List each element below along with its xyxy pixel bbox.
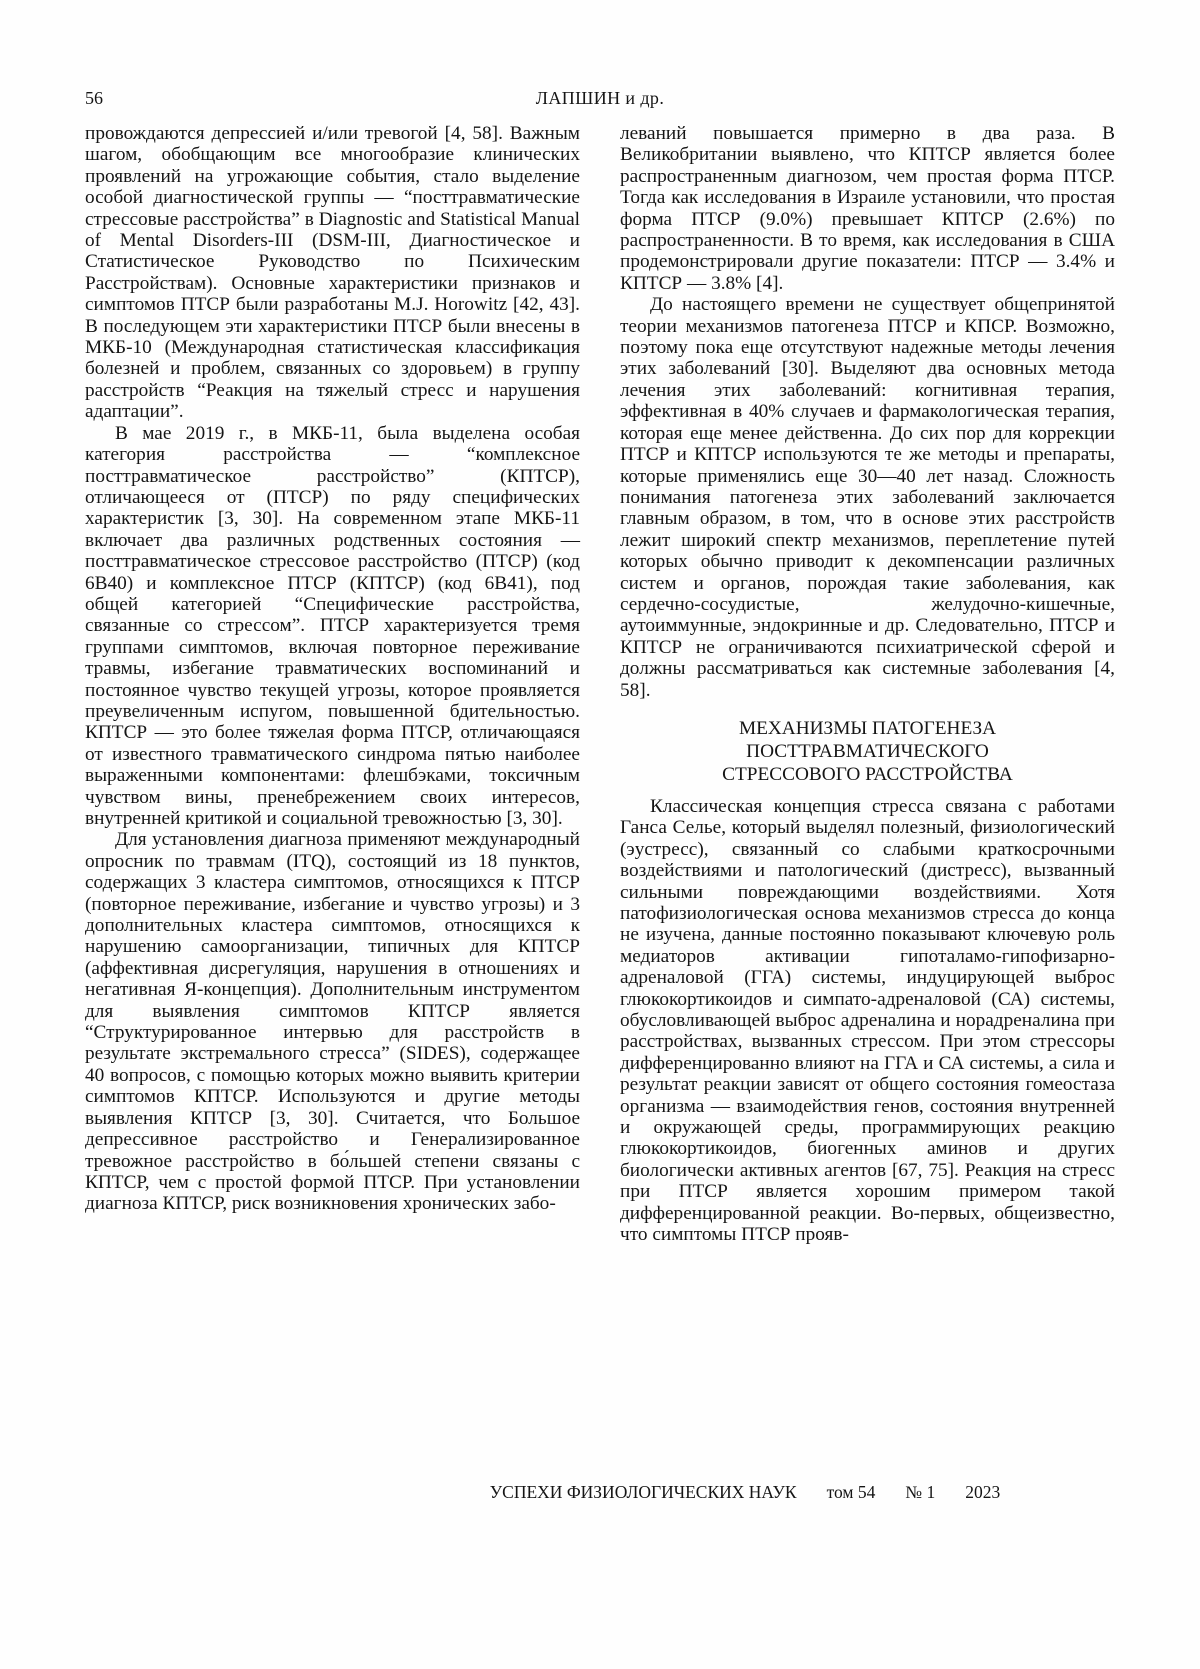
- paragraph: В мае 2019 г., в МКБ-11, была выделена особая категория расстройства — “комплексное посттравматическое расстройство” (КПТСР), отличающееся от (ПТСР) по ряду специфических характеристик [3, 30]. На современном этапе МКБ-11 включает два различных родственных состояния — посттравматическое стрессовое расстройство (ПТСР) (код 6B40) и комплексное ПТСР (КПТСР) (код 6B41), под общей категорией “Специфические расстройства, связанные со стрессом”. ПТСР характеризуется тремя группами симптомов, включая повторное переживание травмы, избегание травматических воспоминаний и постоянное чувство текущей угрозы, которое проявляется преувеличенным испугом, повышенной бдительностью. КПТСР — это более тяжелая форма ПТСР, отличающаяся от известного травматического синдрома пятью наиболее выраженными компонентами: флешбэками, токсичным чувством вины, пренебрежением своих интересов, внутренней критикой и социальной тревожностью [3, 30].: [85, 422, 580, 829]
- right-column: [620, 123, 1115, 1246]
- left-column: [85, 123, 580, 1246]
- paragraph: До настоящего времени не существует общепринятой теории механизмов патогенеза ПТСР и КПСР. Возможно, поэтому пока еще отсутствуют надежные методы лечения этих заболеваний [30]. Выделяют два основных метода лечения этих заболеваний: когнитивная терапия, эффективная в 40% случаев и фармакологическая терапия, которая еще менее действенна. До сих пор для коррекции ПТСР и КПТСР используются те же методы и препараты, которые применялись еще 30—40 лет назад. Сложность понимания патогенеза этих заболеваний заключается главным образом, в том, что в основе этих расстройств лежит широкий спектр механизмов, переплетение путей которых обычно приводит к декомпенсации различных систем и органов, порождая такие заболевания, как сердечно-сосудистые, желудочно-кишечные, аутоиммунные, эндокринные и др. Следовательно, ПТСР и КПТСР не ограничиваются психиатрической сферой и должны рассматриваться как системные заболевания [4, 58].: [620, 294, 1115, 701]
- paragraph: Классическая концепция стресса связана с работами Ганса Селье, который выделял полезный, физиологический (эустресс), связанный со слабыми краткосрочными воздействиями и патологический (дистресс), вызванный сильными повреждающими воздействиями. Хотя патофизиологическая основа механизмов стресса до конца не изучена, данные постоянно показывают ключевую роль медиаторов активации гипоталамо-гипофизарно-адреналовой (ГГА) системы, индуцирующей выброс глюкокортикоидов и симпато-адреналовой (СА) системы, обусловливающей выброс адреналина и норадреналина при расстройствах, вызванных стрессом. При этом стрессоры дифференцированно влияют на ГГА и СА системы, а сила и результат реакции зависят от общего состояния гомеостаза организма — взаимодействия генов, состояния внутренней и окружающей среды, программирующих реакцию глюкокортикоидов, биогенных аминов и других биологически активных агентов [67, 75]. Реакция на стресс при ПТСР является хорошим примером такой дифференцированной реакции. Во-первых, общеизвестно, что симптомы ПТСР прояв-: [620, 795, 1115, 1246]
- footer-volume: том 54: [826, 1482, 876, 1502]
- footer-issue: № 1: [905, 1482, 936, 1502]
- article-body: [85, 123, 1115, 1246]
- page-number: 56: [85, 88, 103, 108]
- footer-year: 2023: [965, 1482, 1001, 1502]
- paragraph-continuation: леваний повышается примерно в два раза. В Великобритании выявлено, что КПТСР является более распространенным диагнозом, чем простая форма ПТСР. Тогда как исследования в Израиле установили, что простая форма ПТСР (9.0%) превышает КПТСР (2.6%) по распространенности. В то время, как исследования в США продемонстрировали другие показатели: ПТСР — 3.4% и КПТСР — 3.8% [4].: [620, 123, 1115, 294]
- paragraph-continuation: провождаются депрессией и/или тревогой [4, 58]. Важным шагом, обобщающим все многообразие клинических проявлений на угрожающие события, стало выделение особой диагностической группы — “посттравматические стрессовые расстройства” в Diagnostic and Statistical Manual of Mental Disorders-III (DSM-III, Диагностическое и Статистическое Руководство по Психическим Расстройствам). Основные характеристики признаков и симптомов ПТСР были разработаны M.J. Horowitz [42, 43]. В последующем эти характеристики ПТСР были внесены в МКБ-10 (Международная статистическая классификация болезней и проблем, связанных со здоровьем) в группу расстройств “Реакция на тяжелый стресс и нарушения адаптации”.: [85, 123, 580, 423]
- journal-footer: [145, 1482, 1200, 1503]
- running-head-authors: ЛАПШИН и др.: [535, 88, 665, 108]
- running-header: [85, 88, 1115, 109]
- section-heading: МЕХАНИЗМЫ ПАТОГЕНЕЗА ПОСТТРАВМАТИЧЕСКОГО СТРЕССОВОГО РАССТРОЙСТВА: [722, 717, 1013, 785]
- paragraph: Для установления диагноза применяют международный опросник по травмам (ITQ), состоящий из 18 пунктов, содержащих 3 кластера симптомов, относящихся к ПТСР (повторное переживание, избегание и чувство угрозы) и 3 дополнительных кластера симптомов, относящихся к нарушению самоорганизации, типичных для КПТСР (аффективная дисрегуляция, нарушения в отношениях и негативная Я-концепция). Дополнительным инструментом для выявления симптомов КПТСР является “Структурированное интервью для расстройств в результате экстремального стресса” (SIDES), содержащее 40 вопросов, с помощью которых можно выявить критерии симптомов КПТСР. Используются и другие методы выявления КПТСР [3, 30]. Считается, что Большое депрессивное расстройство и Генерализированное тревожное расстройство в бо́льшей степени связаны с КПТСР, чем с простой формой ПТСР. При установлении диагноза КПТСР, риск возникновения хронических забо-: [85, 829, 580, 1215]
- footer-journal-title: УСПЕХИ ФИЗИОЛОГИЧЕСКИХ НАУК: [489, 1482, 797, 1502]
